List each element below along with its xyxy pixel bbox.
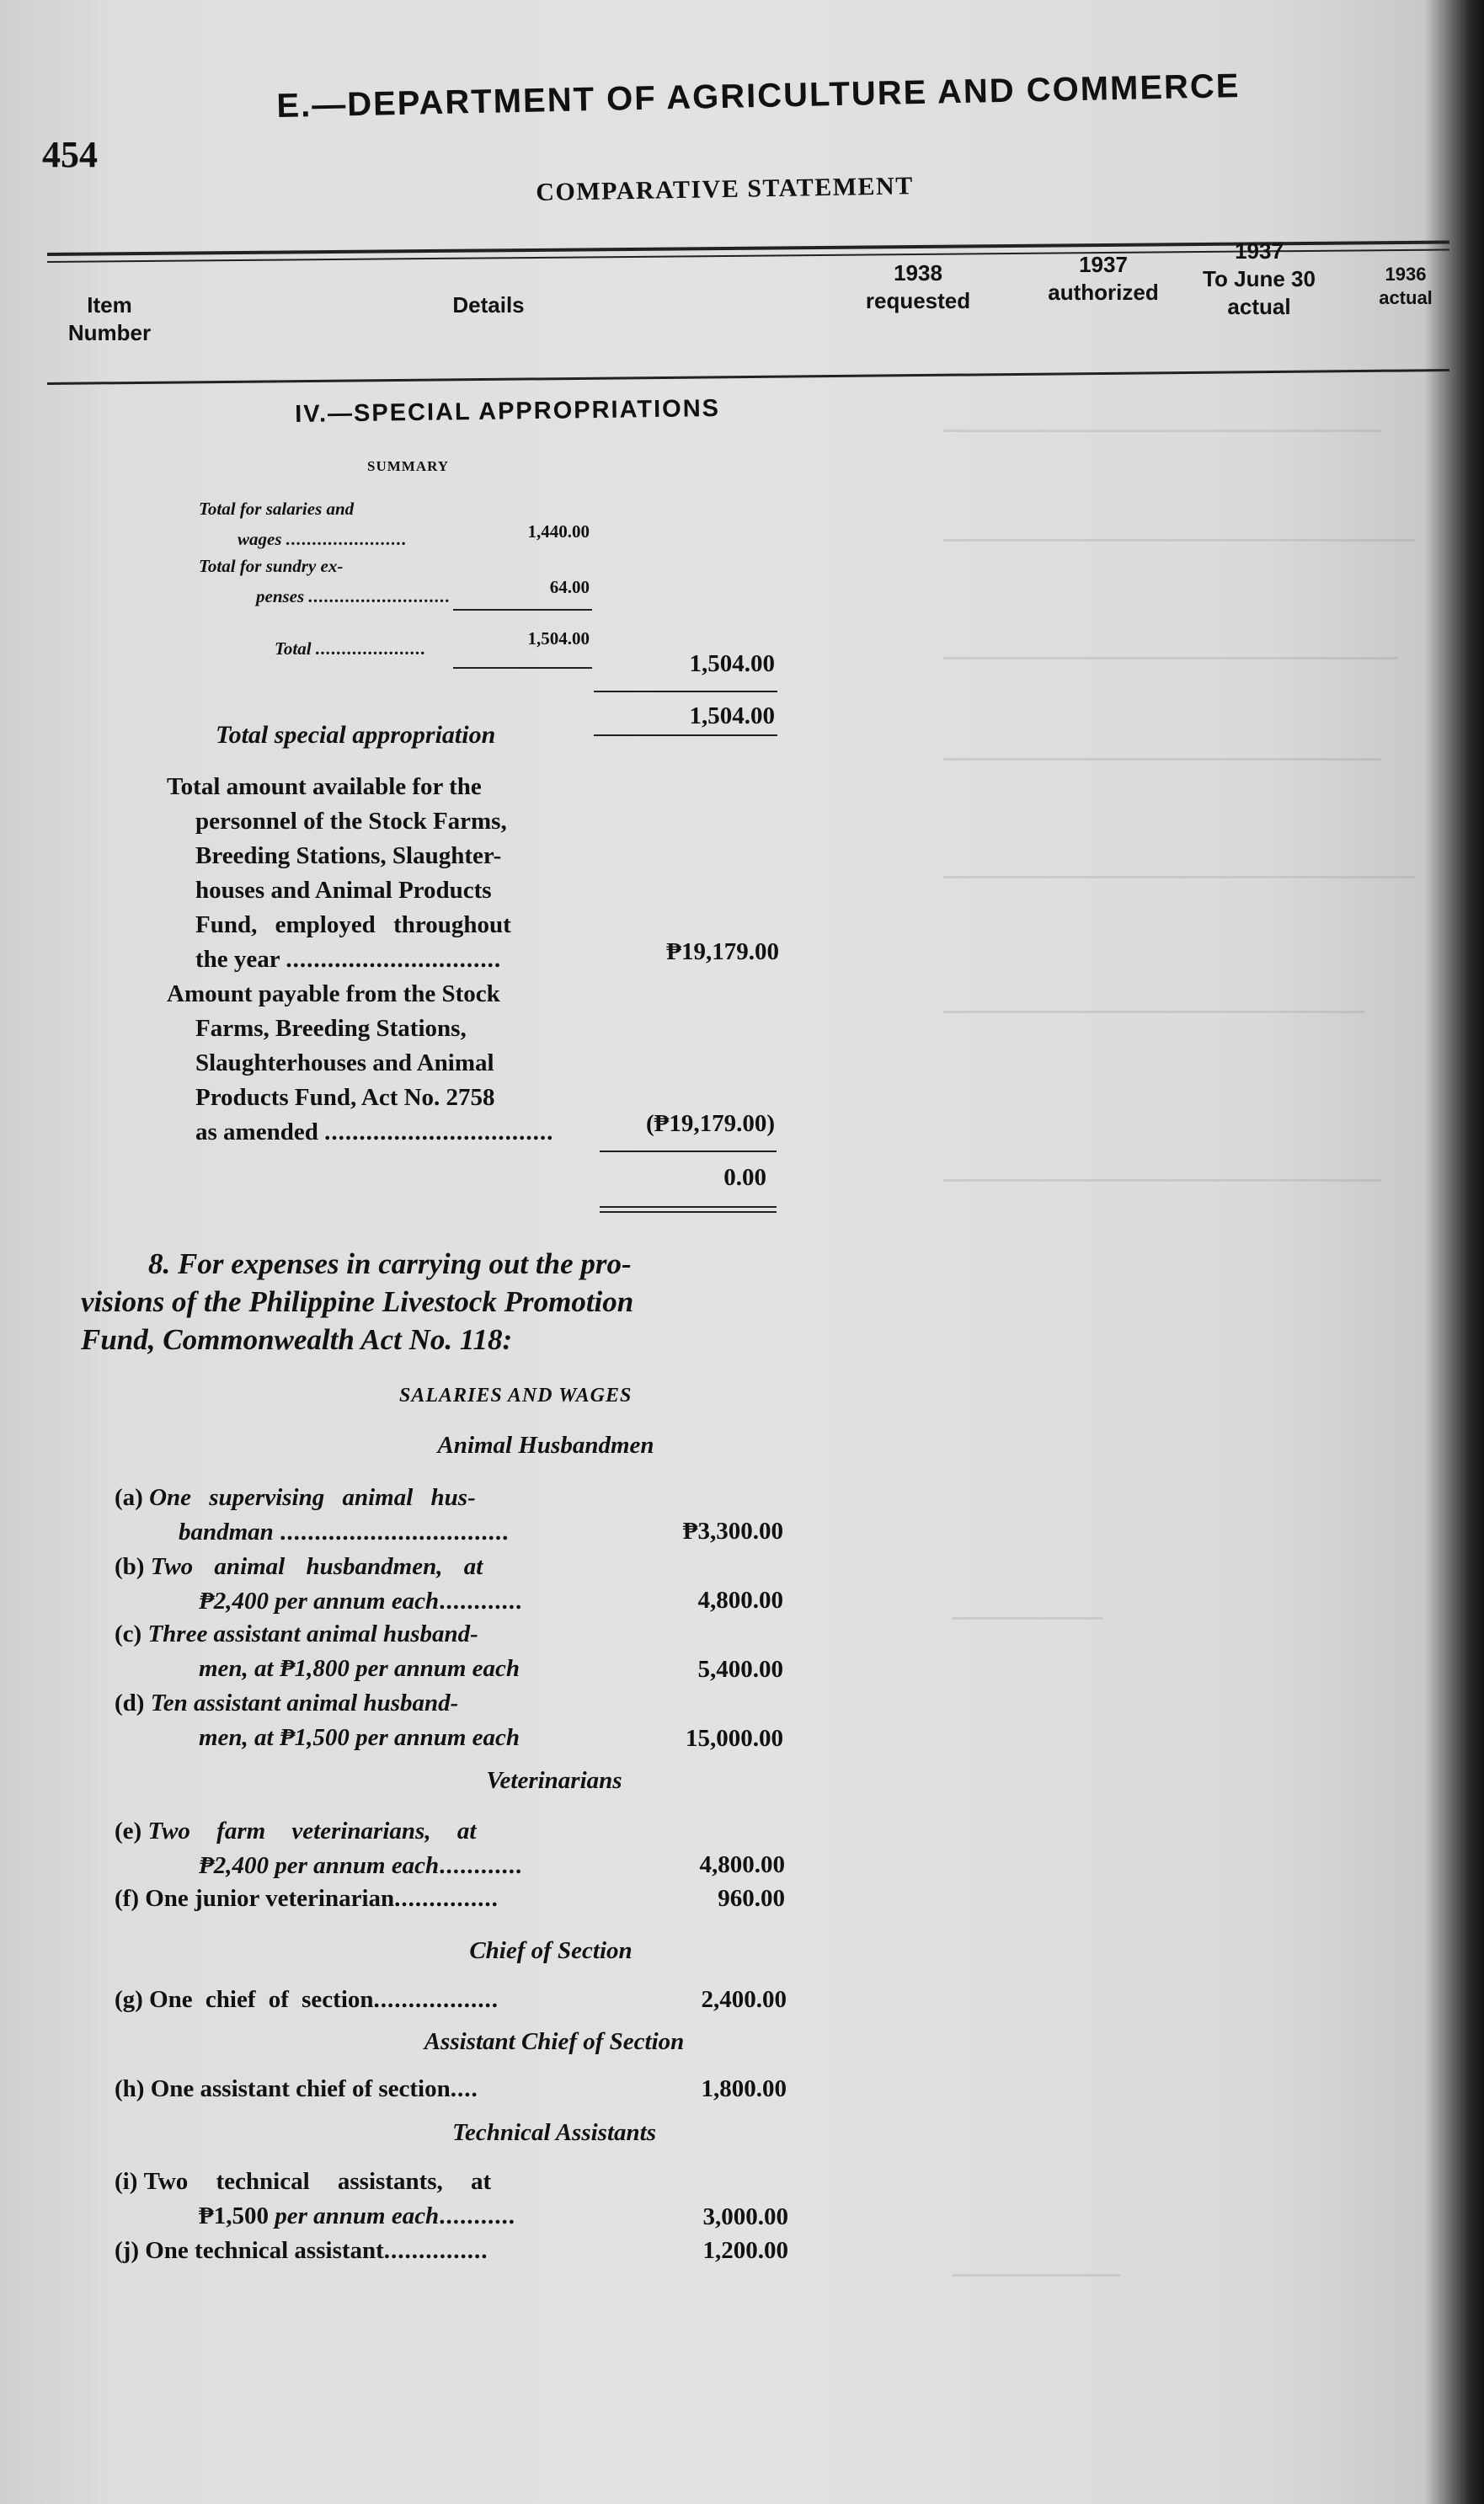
category-animal-husbandmen: Animal Husbandmen xyxy=(437,1432,654,1459)
bleed-through-mark xyxy=(943,430,1381,432)
leader-dots: ............................... xyxy=(286,946,502,973)
item-letter: (c) xyxy=(115,1620,142,1647)
column-1937-label: authorized xyxy=(1048,280,1159,305)
salaries-label-line1: Total for salaries and xyxy=(199,499,355,519)
leader-dots: ............... xyxy=(394,1885,499,1912)
item-j-value: 1,200.00 xyxy=(702,2237,788,2264)
page-number: 454 xyxy=(42,134,98,175)
column-1936-year: 1936 xyxy=(1385,264,1427,285)
item-description: men, at ₱1,500 per annum each xyxy=(199,1724,520,1751)
bleed-through-mark xyxy=(943,876,1415,878)
column-1937a-year: 1937 xyxy=(1235,238,1284,264)
bleed-through-mark xyxy=(943,539,1415,542)
column-1936-label: actual xyxy=(1379,287,1433,308)
item-g-value: 2,400.00 xyxy=(701,1986,787,2013)
available-line: Fund, employed throughout xyxy=(195,911,511,938)
available-line-last xyxy=(167,942,596,977)
salaries-label-word: wages xyxy=(238,529,282,549)
item-letter: (a) xyxy=(115,1484,143,1511)
leader-dots: ....................... xyxy=(286,529,408,549)
salaries-label-line2 xyxy=(199,524,468,554)
item-i-value: 3,000.00 xyxy=(702,2203,788,2230)
sundry-summary-value: 64.00 xyxy=(549,577,590,597)
category-chief-of-section: Chief of Section xyxy=(469,1937,633,1964)
payable-line-last xyxy=(167,1115,596,1150)
item-description: Ten assistant animal husband- xyxy=(150,1690,459,1716)
summary-total-label xyxy=(275,633,426,664)
column-1937-year: 1937 xyxy=(1079,252,1128,277)
special-total-rule xyxy=(594,691,777,692)
payable-value: (₱19,179.00) xyxy=(645,1110,775,1137)
summary-label: SUMMARY xyxy=(367,458,450,474)
bleed-through-mark xyxy=(943,657,1398,659)
payable-line: Farms, Breeding Stations, xyxy=(195,1015,467,1042)
net-rule-2 xyxy=(600,1211,777,1213)
item-rate: ₱1,500 xyxy=(199,2202,269,2229)
item-description: One assistant chief of section xyxy=(150,2075,451,2102)
item-8-line: 8. For expenses in carrying out the pro- xyxy=(148,1247,632,1280)
column-item-line2: Number xyxy=(67,320,152,345)
item-b xyxy=(115,1550,620,1619)
item-c xyxy=(115,1617,620,1686)
payable-last-words: as amended xyxy=(195,1119,318,1145)
bleed-through-mark xyxy=(952,1617,1103,1620)
category-veterinarians: Veterinarians xyxy=(486,1767,622,1794)
item-a-value: ₱3,300.00 xyxy=(682,1518,783,1545)
leader-dots: ........................... xyxy=(308,586,451,606)
leader-dots: ............ xyxy=(439,1588,523,1615)
item-f-value: 960.00 xyxy=(718,1885,785,1912)
item-j xyxy=(115,2234,620,2268)
item-description: One junior veterinarian xyxy=(145,1885,395,1912)
available-line: houses and Animal Products xyxy=(195,877,492,904)
column-1937-authorized xyxy=(1023,251,1183,307)
item-description: Three assistant animal husband- xyxy=(147,1620,478,1647)
item-letter: (e) xyxy=(115,1818,142,1845)
item-h xyxy=(115,2072,620,2106)
department-header: E.—DEPARTMENT OF AGRICULTURE AND COMMERCE xyxy=(276,67,1241,125)
net-value: 0.00 xyxy=(723,1164,766,1191)
available-last-words: the year xyxy=(195,946,280,973)
bleed-through-mark xyxy=(943,1011,1364,1013)
bleed-through-mark xyxy=(943,758,1381,761)
item-description: One chief of section xyxy=(149,1986,374,2013)
item-description: One supervising animal hus- xyxy=(149,1484,476,1511)
available-value: ₱19,179.00 xyxy=(666,938,779,965)
payable-line: Amount payable from the Stock xyxy=(167,980,500,1007)
sundry-label-line1: Total for sundry ex- xyxy=(199,556,344,576)
column-item-number xyxy=(51,291,168,347)
sundry-label-word: penses xyxy=(256,586,305,606)
summary-total-value: 1,504.00 xyxy=(527,628,590,649)
item-letter: (d) xyxy=(115,1690,145,1716)
item-g xyxy=(115,1983,620,2017)
item-description: per annum each xyxy=(275,2202,440,2229)
item-a xyxy=(115,1481,620,1550)
summary-subtotal-rule xyxy=(453,609,592,611)
sundry-summary-label xyxy=(199,551,468,611)
item-letter: (g) xyxy=(115,1986,143,2013)
column-1937-actual xyxy=(1188,238,1331,321)
leader-dots: ............ xyxy=(439,1852,523,1879)
item-i xyxy=(115,2165,620,2234)
column-1938-requested xyxy=(842,259,994,315)
item-d-value: 15,000.00 xyxy=(686,1725,783,1752)
item-description: ₱2,400 per annum each xyxy=(199,1852,440,1879)
item-e-value: 4,800.00 xyxy=(699,1851,785,1878)
item-description: men, at ₱1,800 per annum each xyxy=(199,1655,520,1682)
payable-line: Products Fund, Act No. 2758 xyxy=(195,1084,495,1111)
net-rule-1 xyxy=(600,1206,777,1208)
column-details: Details xyxy=(452,292,525,318)
total-special-appropriation-value: 1,504.00 xyxy=(689,702,775,729)
column-1936-actual xyxy=(1368,263,1444,310)
leader-dots: ............... xyxy=(383,2237,488,2264)
item-8-line: Fund, Commonwealth Act No. 118: xyxy=(81,1323,513,1356)
leader-dots: ................................. xyxy=(280,1519,510,1546)
item-letter: (i) xyxy=(115,2168,138,2195)
item-e xyxy=(115,1814,620,1883)
item-description: ₱2,400 per annum each xyxy=(199,1588,440,1615)
payable-rule xyxy=(600,1151,777,1152)
payable-paragraph xyxy=(167,977,596,1150)
item-letter: (f) xyxy=(115,1885,139,1912)
leader-dots: .... xyxy=(450,2075,478,2102)
available-line: Total amount available for the xyxy=(167,773,482,800)
column-1937a-date: To June 30 xyxy=(1203,266,1316,291)
total-word: Total xyxy=(275,638,312,659)
payable-line: Slaughterhouses and Animal xyxy=(195,1049,494,1076)
statement-subtitle: COMPARATIVE STATEMENT xyxy=(536,172,914,206)
item-description: Two farm veterinarians, at xyxy=(147,1818,477,1845)
special-appropriations-title: IV.—SPECIAL APPROPRIATIONS xyxy=(295,394,721,428)
column-1938-year: 1938 xyxy=(894,260,942,286)
sundry-label-line2 xyxy=(199,581,468,611)
leader-dots: ................................. xyxy=(324,1119,554,1145)
total-special-appropriation-label: Total special appropriation xyxy=(216,721,496,749)
available-line: personnel of the Stock Farms, xyxy=(195,808,507,835)
special-total-column-value: 1,504.00 xyxy=(689,650,775,677)
bleed-through-mark xyxy=(952,2274,1120,2277)
item-8-heading xyxy=(81,1245,805,1359)
item-8-line: visions of the Philippine Livestock Promotion xyxy=(81,1285,634,1318)
column-1937a-label: actual xyxy=(1227,294,1291,319)
item-description: Two animal husbandmen, at xyxy=(150,1553,483,1580)
item-letter: (h) xyxy=(115,2075,145,2102)
special-appropriation-rule xyxy=(594,734,777,736)
salaries-summary-label xyxy=(199,494,468,554)
available-paragraph xyxy=(167,770,596,977)
leader-dots: ..................... xyxy=(315,638,427,659)
leader-dots: .................. xyxy=(373,1986,499,2013)
item-b-value: 4,800.00 xyxy=(697,1587,783,1614)
item-description: One technical assistant xyxy=(145,2237,384,2264)
category-assistant-chief-of-section: Assistant Chief of Section xyxy=(424,2028,685,2055)
item-h-value: 1,800.00 xyxy=(701,2075,787,2102)
salaries-wages-heading: SALARIES AND WAGES xyxy=(399,1385,633,1407)
leader-dots: ........... xyxy=(439,2202,515,2229)
salaries-summary-value: 1,440.00 xyxy=(527,521,590,542)
item-d xyxy=(115,1686,620,1755)
item-letter: (b) xyxy=(115,1553,145,1580)
available-line: Breeding Stations, Slaughter- xyxy=(195,842,502,869)
header-rule-bottom xyxy=(47,369,1449,385)
item-description: bandman xyxy=(179,1519,274,1546)
item-description: Two technical assistants, at xyxy=(143,2168,492,2195)
item-c-value: 5,400.00 xyxy=(697,1656,783,1683)
item-letter: (j) xyxy=(115,2237,139,2264)
category-technical-assistants: Technical Assistants xyxy=(452,2119,656,2146)
column-1938-label: requested xyxy=(865,288,971,313)
column-item-line1: Item xyxy=(87,292,132,318)
bleed-through-mark xyxy=(943,1179,1381,1182)
item-f xyxy=(115,1882,620,1916)
